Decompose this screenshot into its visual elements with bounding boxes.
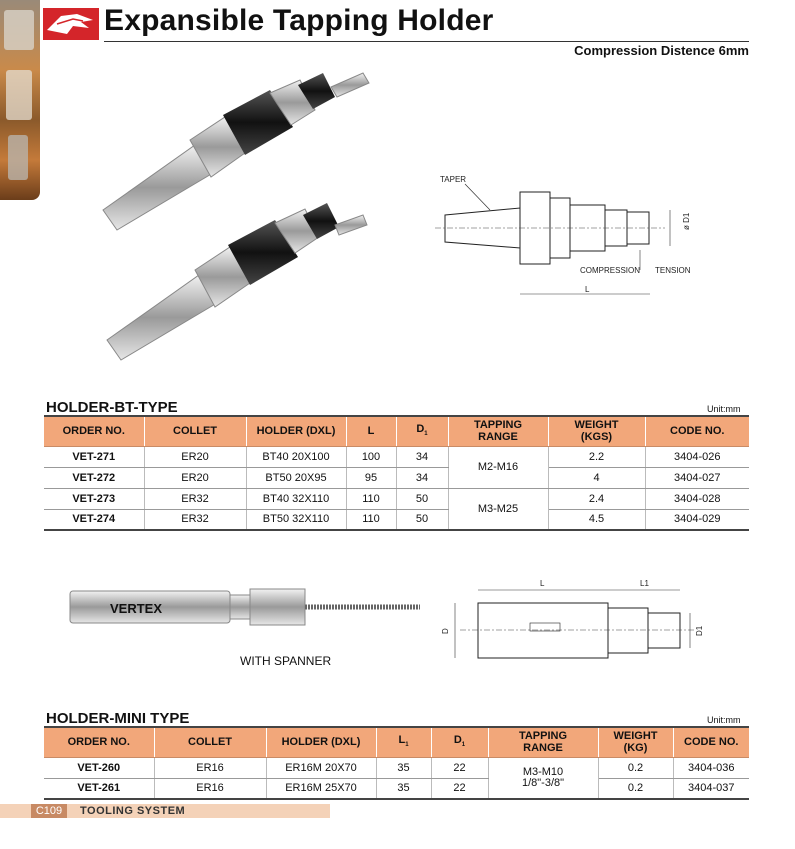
column-header: CODE NO. — [673, 727, 749, 757]
tool-thumbnail — [4, 10, 34, 50]
bt-holder-diagram — [435, 170, 725, 300]
column-header: WEIGHT (KG) — [598, 727, 673, 757]
mini-table-unit: Unit:mm — [707, 715, 741, 725]
table-header-row — [44, 416, 749, 446]
column-header: $L_1$ — [376, 727, 431, 757]
column-header: $D_1$ — [396, 416, 448, 446]
taper-label: TAPER — [440, 175, 467, 184]
column-header: COLLET — [154, 727, 266, 757]
column-header: HOLDER (DXL) — [266, 727, 376, 757]
side-photo-strip — [0, 0, 40, 200]
column-header: COLLET — [144, 416, 246, 446]
bt-table-unit: Unit:mm — [707, 404, 741, 414]
tension-label: TENSION — [655, 266, 691, 275]
tapping-range-cell: M2-M16 — [448, 446, 548, 488]
bt-holder-table — [44, 415, 749, 531]
column-header: TAPPING RANGE — [448, 416, 548, 446]
l-label: L — [585, 285, 590, 294]
table-row: VET-272 ER20 BT50 20X95 95 34 4 3404-027 — [44, 467, 749, 488]
page-title: Expansible Tapping Holder — [104, 4, 494, 37]
page-code: C109 — [31, 804, 67, 818]
table-row: VET-260 ER16 ER16M 20X70 35 22 M3-M10 1/8"-3/8" 0.2 3404-036 — [44, 757, 749, 778]
d-label: D — [441, 628, 450, 634]
table-row: VET-271 ER20 BT40 20X100 100 34 M2-M16 2.2 3404-026 — [44, 446, 749, 467]
column-header: TAPPING RANGE — [488, 727, 598, 757]
d1-label: ø D1 — [682, 212, 691, 230]
eagle-logo-icon — [43, 8, 99, 40]
table-row: VET-261 ER16 ER16M 25X70 35 22 0.2 3404-037 — [44, 778, 749, 799]
column-header: WEIGHT (KGS) — [548, 416, 645, 446]
tool-thumbnail — [6, 70, 32, 120]
compression-label: COMPRESSION — [580, 266, 641, 275]
bt40-holder-image — [103, 73, 369, 230]
tool-thumbnail — [8, 135, 28, 180]
mini-photo-caption: WITH SPANNER — [240, 654, 332, 668]
table-row: VET-274 ER32 BT50 32X110 110 50 4.5 3404-029 — [44, 509, 749, 530]
brand-engraving: VERTEX — [110, 601, 163, 616]
column-header: ORDER NO. — [44, 727, 154, 757]
column-header: CODE NO. — [645, 416, 749, 446]
bt-holder-photo — [95, 85, 395, 365]
column-header: $D_1$ — [431, 727, 488, 757]
mini-holder-table — [44, 726, 749, 800]
column-header: ORDER NO. — [44, 416, 144, 446]
bt-table-title: HOLDER-BT-TYPE — [46, 399, 178, 416]
l-label: L — [540, 579, 545, 588]
mini-holder-diagram — [440, 578, 710, 668]
d1-label: D1 — [695, 625, 704, 636]
bt50-holder-image — [107, 203, 367, 360]
table-row: VET-273 ER32 BT40 32X110 110 50 M3-M25 2.4 3404-028 — [44, 488, 749, 509]
tapping-range-cell: M3-M25 — [448, 488, 548, 530]
mini-table-title: HOLDER-MINI TYPE — [46, 710, 190, 727]
mini-holder-photo — [70, 583, 420, 643]
tapping-range-cell: M3-M10 1/8"-3/8" — [488, 757, 598, 799]
brand-logo — [43, 8, 99, 40]
page-subtitle: Compression Distence 6mm — [574, 43, 749, 58]
column-header: L — [346, 416, 396, 446]
table-header-row — [44, 727, 749, 757]
title-rule — [104, 41, 749, 42]
footer-section-label: TOOLING SYSTEM — [80, 805, 186, 817]
column-header: HOLDER (DXL) — [246, 416, 346, 446]
l1-label: L1 — [640, 579, 649, 588]
